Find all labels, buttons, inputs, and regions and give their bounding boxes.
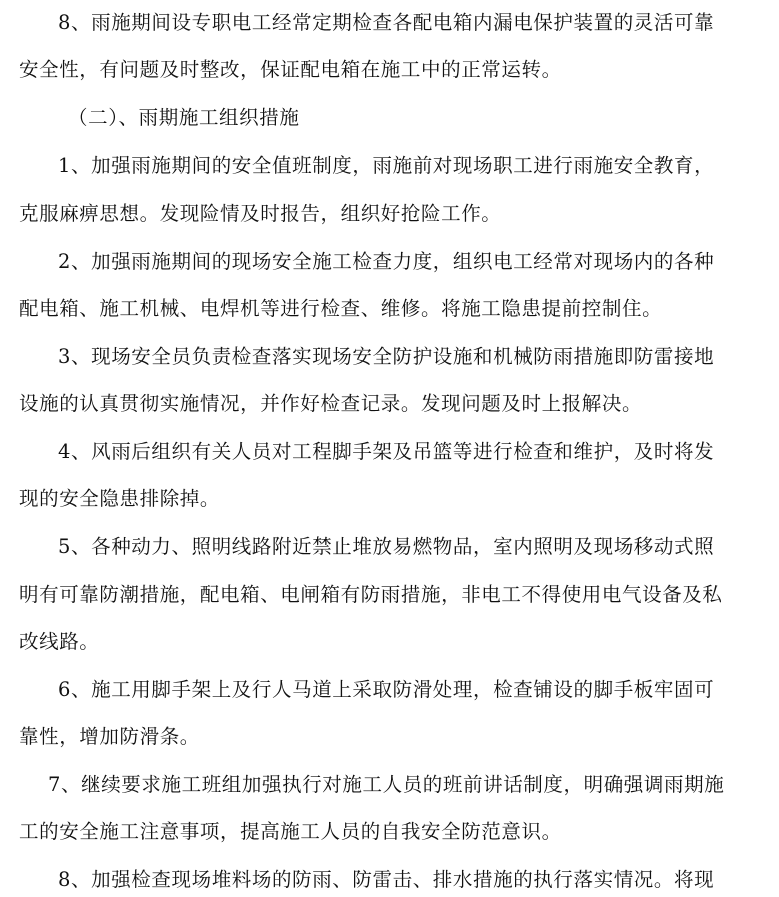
text-line-5: 克服麻痹思想。发现险情及时报告，组织好抢险工作。	[19, 202, 502, 225]
text-line-6: 2、加强雨施期间的现场安全施工检查力度，组织电工经常对现场内的各种	[58, 250, 715, 273]
text-line-19: 8、加强检查现场堆料场的防雨、防雷击、排水措施的执行落实情况。将现	[58, 868, 715, 891]
text-line-16: 靠性，增加防滑条。	[19, 725, 200, 748]
text-line-18: 工的安全施工注意事项，提高施工人员的自我安全防范意识。	[19, 820, 562, 843]
text-line-15: 6、施工用脚手架上及行人马道上采取防滑处理，检查铺设的脚手板牢固可	[58, 678, 715, 701]
text-line-1: 8、雨施期间设专职电工经常定期检查各配电箱内漏电保护装置的灵活可靠	[58, 11, 715, 34]
text-line-12: 5、各种动力、照明线路附近禁止堆放易燃物品，室内照明及现场移动式照	[58, 535, 715, 558]
text-line-11: 现的安全隐患排除掉。	[19, 487, 221, 510]
text-line-4: 1、加强雨施期间的安全值班制度，雨施前对现场职工进行雨施安全教育，	[58, 154, 715, 177]
text-line-9: 设施的认真贯彻实施情况，并作好检查记录。发现问题及时上报解决。	[19, 392, 643, 415]
text-line-10: 4、风雨后组织有关人员对工程脚手架及吊篮等进行检查和维护，及时将发	[58, 440, 715, 463]
text-line-14: 改线路。	[19, 630, 100, 653]
text-line-7: 配电箱、施工机械、电焊机等进行检查、维修。将施工隐患提前控制住。	[19, 297, 663, 320]
text-line-17: 7、继续要求施工班组加强执行对施工人员的班前讲话制度，明确强调雨期施	[48, 773, 725, 796]
text-line-13: 明有可靠防潮措施，配电箱、电闸箱有防雨措施，非电工不得使用电气设备及私	[19, 583, 723, 606]
text-line-2: 安全性，有问题及时整改，保证配电箱在施工中的正常运转。	[19, 58, 562, 81]
section-heading: （二）、雨期施工组织措施	[68, 106, 300, 129]
text-line-8: 3、现场安全员负责检查落实现场安全防护设施和机械防雨措施即防雷接地	[58, 345, 715, 368]
